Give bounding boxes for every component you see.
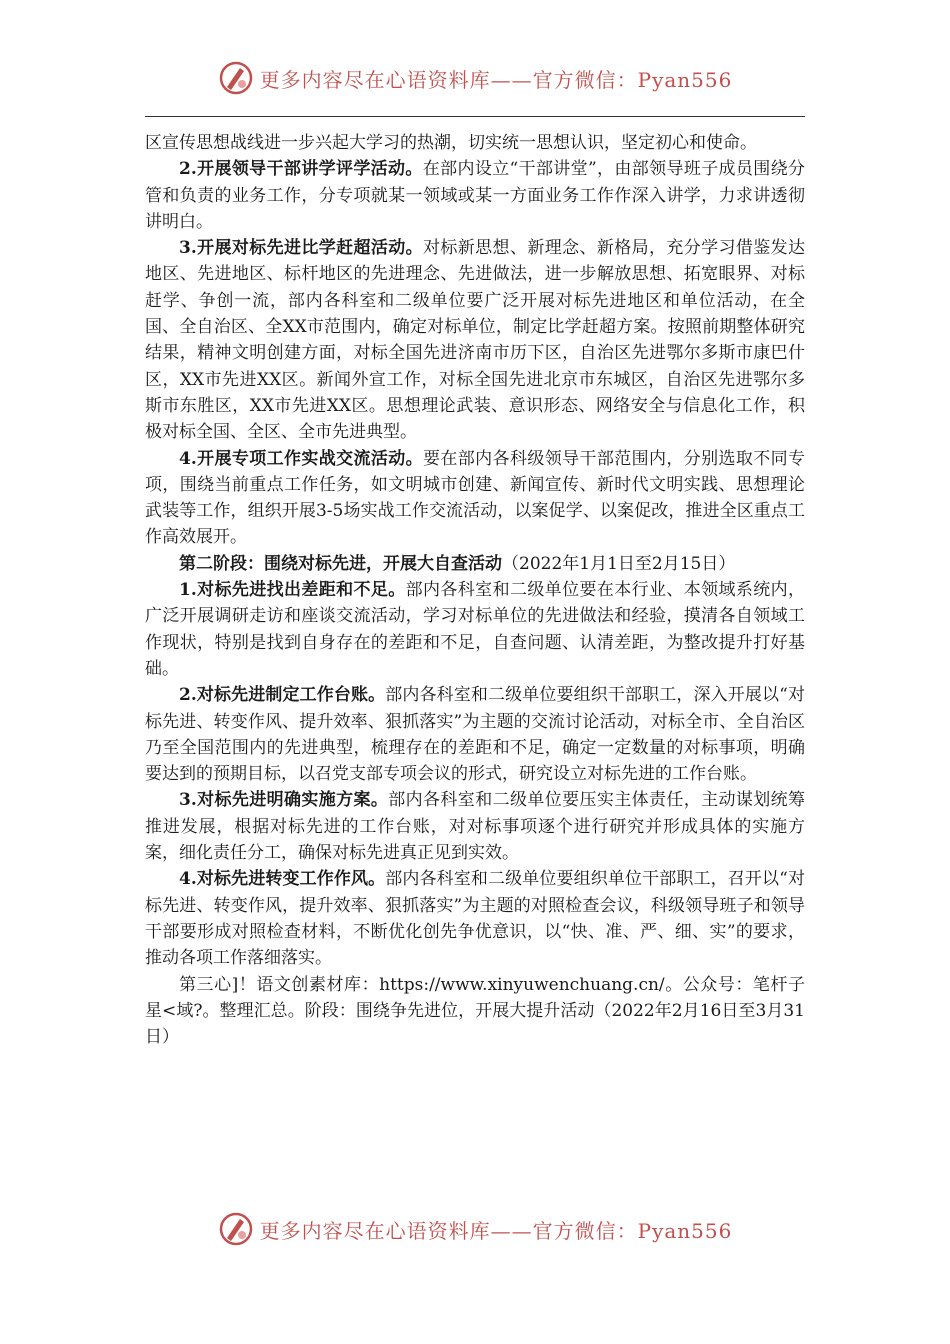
paragraph-item [145, 446, 805, 551]
header-brand: 更多内容尽在心语资料库 [259, 67, 491, 92]
paragraph-item [145, 682, 805, 787]
paragraph-stage3: 第三心]！语文创素材库：https://www.xinyuwenchuang.cn/。公众号：笔杆子星<域?。整理汇总。阶段：围绕争先进位，开展大提升活动（2022年2月16日至3月31日） [145, 974, 805, 1048]
footer-dash: —— [490, 1218, 533, 1243]
item-text: 部内各科室和二级单位要组织单位干部职工，召开以“对标先进、转变作风，提升效率、狠抓落实”为主题的对照检查会议，科级领导班子和领导干部要形成对照检查材料，不断优化创先争优意识，以“快、准、严、细、实”的要求，推动各项工作落细落实。 [145, 869, 805, 969]
item-text: 要在部内各科级领导干部范围内，分别选取不同专项，围绕当前重点工作任务，如文明城市创建、新闻宣传、新时代文明实践、思想理论武装等工作，组织开展3-5场实战工作交流活动，以案促学、以案促改，推进全区重点工作高效展开。 [145, 448, 805, 548]
stage-title: 第二阶段：围绕对标先进，开展大自查活动 [179, 553, 502, 574]
item-text: 对标新思想、新理念、新格局，充分学习借鉴发达地区、先进地区、标杆地区的先进理念、先进做法，进一步解放思想、拓宽眼界、对标赶学、争创一流，部内各科室和二级单位要广泛开展对标先进地区和单位活动，在全国、全自治区、全XX市范围内，确定对标单位，制定比学赶超方案。按照前期整体研究结果，精神文明创建方面，对标全国先进济南市历下区，自治区先进鄂尔多斯市康巴什区，XX市先进XX区。新闻外宣工作，对标全国先进北京市东城区，自治区先进鄂尔多斯市东胜区，XX市先进XX区。思想理论武装、意识形态、网络安全与信息化工作，积极对标全国、全区、全市先进典型。 [145, 238, 805, 443]
stage-date: （2022年1月1日至2月15日） [502, 553, 736, 574]
footer-wechat-label: 官方微信： [532, 1218, 638, 1243]
item-title: 4.开展专项工作实战交流活动。 [179, 448, 424, 469]
paragraph-continuation: 区宣传思想战线进一步兴起大学习的热潮，切实统一思想认识，坚定初心和使命。 [145, 133, 757, 153]
item-title: 4.对标先进转变工作作风。 [179, 869, 386, 890]
item-title: 2.对标先进制定工作台账。 [179, 685, 386, 706]
item-text: 部内各科室和二级单位要组织干部职工，深入开展以“对标先进、转变作风、提升效率、狠抓落实”为主题的交流讨论活动，对标全市、全自治区乃至全国范围内的先进典型，梳理存在的差距和不足，确定一定数量的对标事项，明确要达到的预期目标，以召党支部专项会议的形式，研究设立对标先进的工作台账。 [145, 685, 805, 785]
item-title: 2.开展领导干部讲学评学活动。 [179, 159, 423, 180]
footer-banner [0, 1209, 950, 1249]
paragraph-item [145, 866, 805, 971]
item-text: 部内各科室和二级单位要在本行业、本领域系统内，广泛开展调研走访和座谈交流活动，学习对标单位的先进做法和经验，摸清各自领域工作现状，特别是找到自身存在的差距和不足，自查问题、认清差距，为整改提升打好基础。 [145, 580, 805, 679]
footer-text [260, 1215, 733, 1244]
header-text [260, 64, 733, 93]
stage-heading [145, 551, 805, 577]
header-wechat-label: 官方微信： [532, 67, 638, 92]
header-divider [145, 116, 805, 117]
logo-icon [218, 1211, 254, 1247]
footer-wechat-id: Pyan556 [637, 1218, 733, 1243]
item-text: 在部内设立“干部讲堂”，由部领导班子成员围绕分管和负责的业务工作，分专项就某一领域或某一方面业务工作作深入讲学，力求讲透彻讲明白。 [145, 159, 805, 232]
item-title: 1.对标先进找出差距和不足。 [179, 580, 406, 601]
paragraph-item [145, 235, 805, 445]
paragraph-item [145, 577, 805, 682]
paragraph-item [145, 156, 805, 235]
header-dash: —— [490, 67, 533, 92]
header-wechat-id: Pyan556 [637, 67, 733, 92]
item-title: 3.开展对标先进比学赶超活动。 [179, 238, 424, 259]
logo-icon [218, 60, 254, 96]
item-title: 3.对标先进明确实施方案。 [179, 790, 389, 811]
paragraph-item [145, 787, 805, 866]
header-banner [0, 58, 950, 98]
item-text: 部内各科室和二级单位要压实主体责任，主动谋划统筹推进发展，根据对标先进的工作台账，对对标事项逐个进行研究并形成具体的实施方案，细化责任分工，确保对标先进真正见到实效。 [145, 790, 806, 864]
document-body [145, 130, 805, 1050]
footer-brand: 更多内容尽在心语资料库 [259, 1218, 491, 1243]
